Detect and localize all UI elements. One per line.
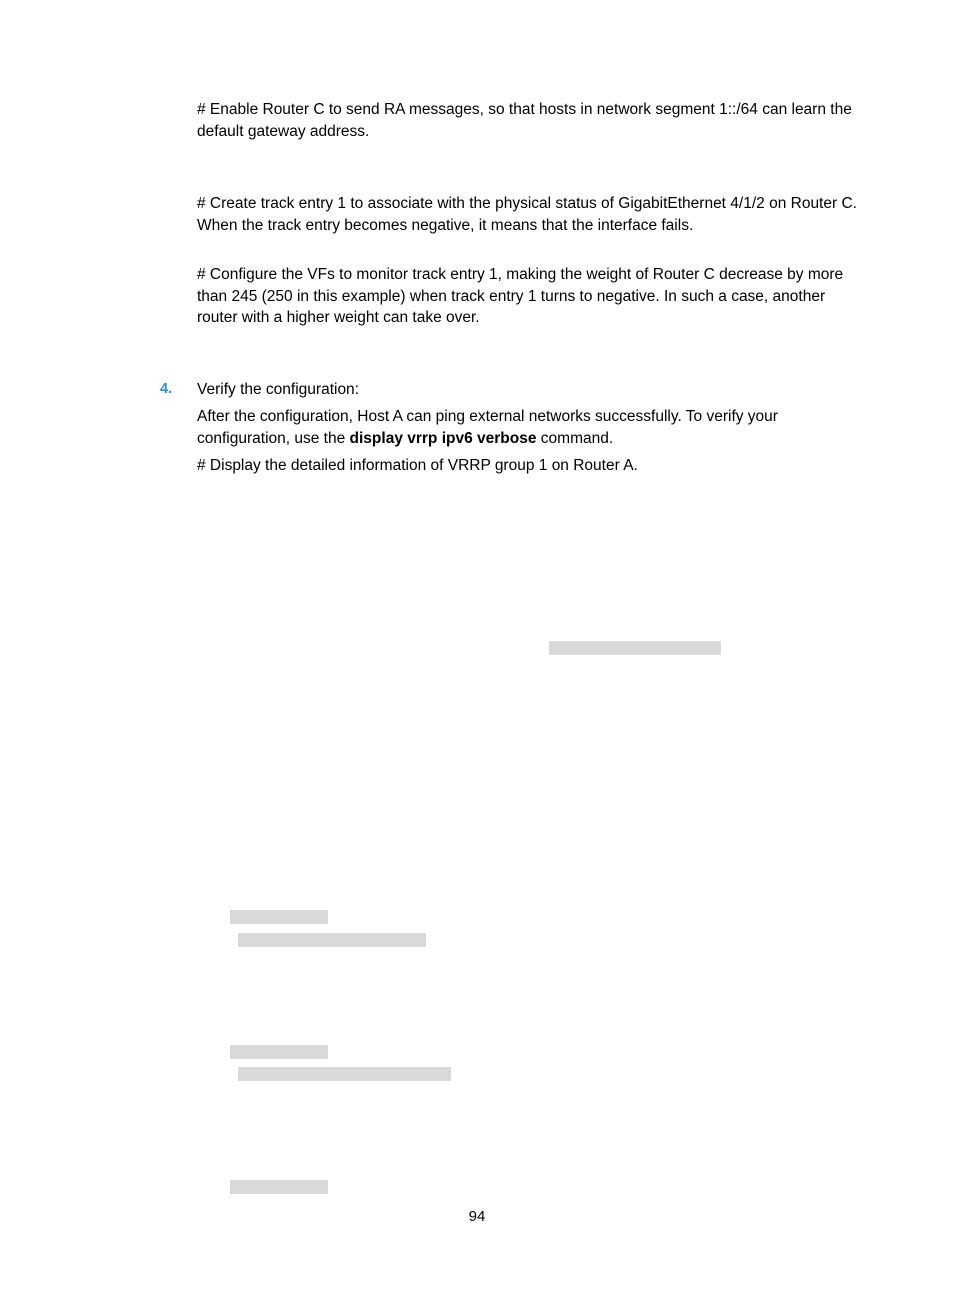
highlight-block	[230, 910, 328, 924]
step-number: 4.	[160, 381, 173, 397]
paragraph-configure-vfs: # Configure the VFs to monitor track entry 1, making the weight of Router C decrease by more than 245 (250 in this example) when track entry 1 turns to negative. In such a case, another router with a higher weight can take over.	[197, 266, 844, 326]
page-number: 94	[468, 1208, 486, 1225]
paragraph-create-track: # Create track entry 1 to associate with the physical status of GigabitEthernet 4/1/2 on Router C. When the track entry becomes negative, it means that the interface fails.	[197, 195, 857, 234]
highlight-block	[238, 1067, 451, 1081]
highlight-block	[549, 641, 721, 655]
step-body-before: After the configuration, Host A can ping external networks successfully. To verify your configuration, use the	[197, 408, 778, 447]
highlight-block	[238, 933, 426, 947]
highlight-block	[230, 1045, 328, 1059]
step-title: Verify the configuration:	[197, 381, 359, 398]
step-body	[197, 406, 867, 449]
display-note: # Display the detailed information of VRRP group 1 on Router A.	[197, 457, 638, 474]
command-display-vrrp-ipv6-verbose: display vrrp ipv6 verbose	[349, 429, 537, 447]
highlight-block	[230, 1180, 328, 1194]
paragraph-enable-ra: # Enable Router C to send RA messages, so that hosts in network segment 1::/64 can learn the default gateway address.	[197, 101, 852, 140]
step-body-after: command.	[536, 429, 614, 447]
